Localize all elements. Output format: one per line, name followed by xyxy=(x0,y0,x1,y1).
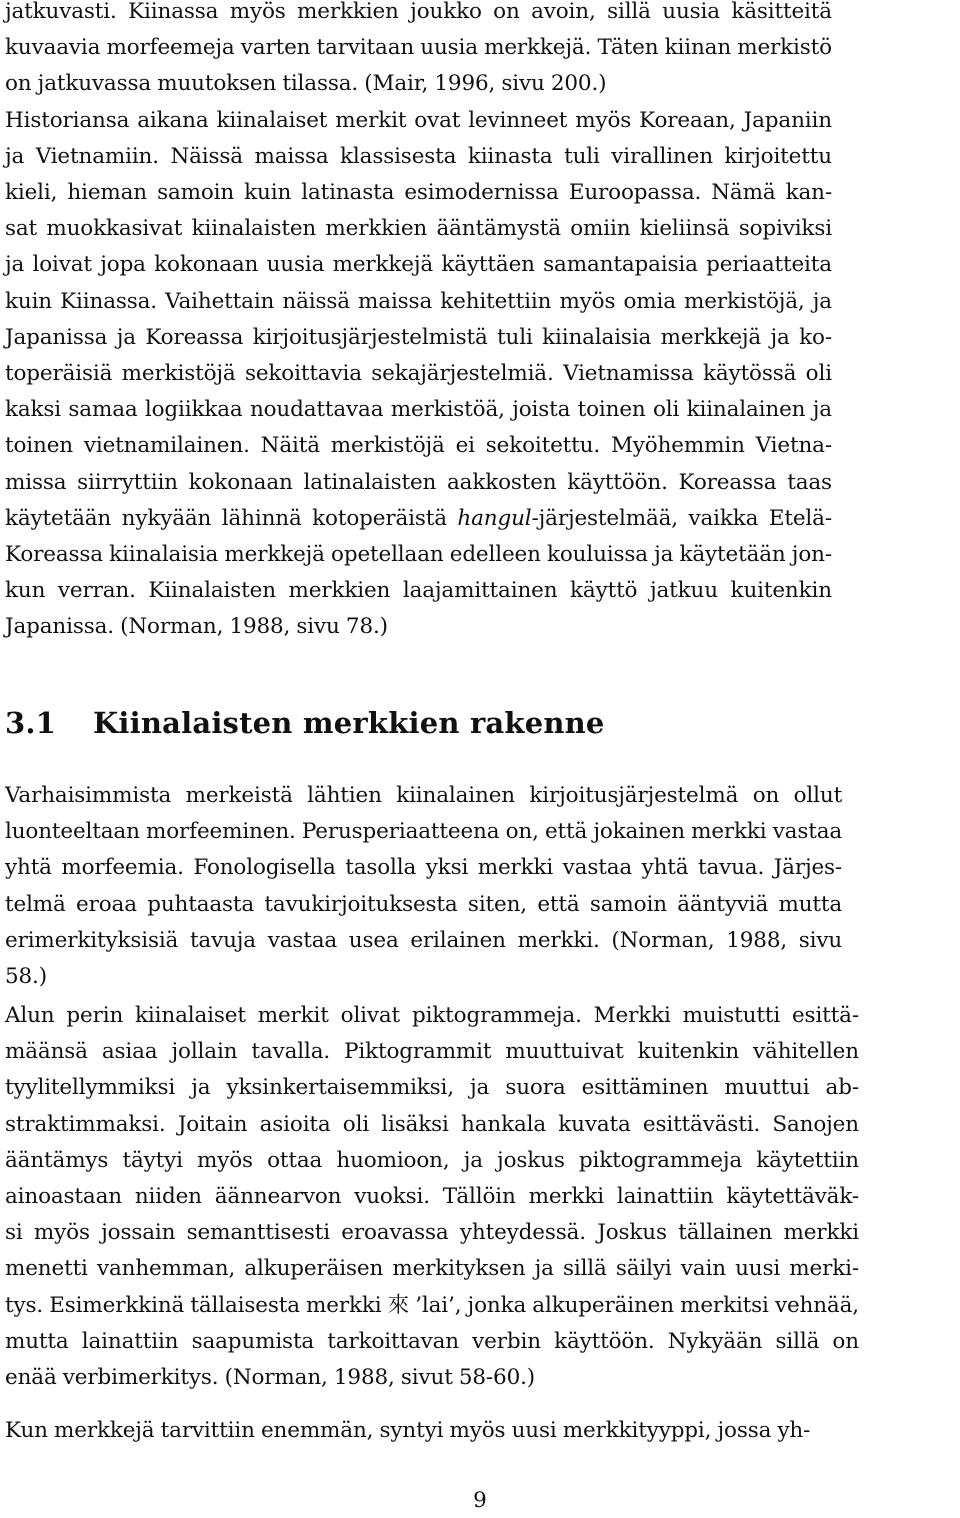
text-line: ja loivat jopa kokonaan uusia merkkejä käyttäen samantapaisia periaatteita xyxy=(5,252,832,278)
section-heading xyxy=(5,706,605,740)
paragraph-1 xyxy=(5,0,832,646)
text-line: Kun merkkejä tarvittiin enemmän, syntyi myös uusi merkkityyppi, jossa yh- xyxy=(5,1418,811,1443)
text-line: toinen vietnamilainen. Näitä merkistöjä ei sekoitettu. Myöhemmin Vietna- xyxy=(5,433,832,459)
text-run: tys. Esimerkkinä tällaisesta merkki xyxy=(5,1292,388,1318)
text-line: ääntämys täytyi myös ottaa huomioon, ja joskus piktogrammeja käytettiin xyxy=(5,1147,859,1173)
text-run: -järjestelmää, vaikka Etelä- xyxy=(531,505,832,531)
text-line: Japanissa. (Norman, 1988, sivu 78.) xyxy=(5,614,388,640)
text-run: ’lai’, jonka alkuperäinen merkitsi vehnää, xyxy=(409,1292,859,1318)
text-line: Koreassa kiinalaisia merkkejä opetellaan edelleen kouluissa ja käytetään jon- xyxy=(5,542,832,568)
section-title: Kiinalaisten merkkien rakenne xyxy=(93,706,605,740)
text-line: kuin Kiinassa. Vaihettain näissä maissa kehitettiin myös omia merkistöjä, ja xyxy=(5,288,832,314)
text-line: erimerkityksisiä tavuja vastaa usea erilainen merkki. (Norman, 1988, sivu xyxy=(5,927,843,953)
text-line: telmä eroaa puhtaasta tavukirjoituksesta siten, että samoin ääntyviä mutta xyxy=(5,891,843,917)
paragraph-3 xyxy=(5,998,859,1396)
text-line: mutta lainattiin saapumista tarkoittavan verbin käyttöön. Nykyään sillä on xyxy=(5,1328,859,1354)
text-line: yhtä morfeemia. Fonologisella tasolla yksi merkki vastaa yhtä tavua. Järjes- xyxy=(5,855,843,881)
text-line: kuvaavia morfeemeja varten tarvitaan uusia merkkejä. Täten kiinan merkistö xyxy=(5,35,832,61)
text-line: määnsä asiaa jollain tavalla. Piktogrammit muuttuivat kuitenkin vähitellen xyxy=(5,1039,859,1065)
text-run: käytetään nykyään lähinnä kotoperäistä xyxy=(5,505,458,531)
text-line: enää verbimerkitys. (Norman, 1988, sivut 58-60.) xyxy=(5,1365,536,1391)
section-number: 3.1 xyxy=(5,706,57,740)
text-line: Varhaisimmista merkeistä lähtien kiinalainen kirjoitusjärjestelmä on ollut xyxy=(5,783,843,808)
page-number: 9 xyxy=(473,1488,487,1513)
text-line: Historiansa aikana kiinalaiset merkit ovat levinneet myös Koreaan, Japaniin xyxy=(5,107,832,133)
text-line: on jatkuvassa muutoksen tilassa. (Mair, 1996, sivu 200.) xyxy=(5,71,607,97)
text-line: toperäisiä merkistöjä sekoittavia sekajärjestelmiä. Vietnamissa käytössä oli xyxy=(5,361,832,387)
text-line: si myös jossain semanttisesti eroavassa yhteydessä. Joskus tällainen merkki xyxy=(5,1220,859,1246)
text-line: menetti vanhemman, alkuperäisen merkityksen ja sillä säilyi vain uusi merki- xyxy=(5,1256,859,1282)
text-line: kaksi samaa logiikkaa noudattavaa merkistöä, joista toinen oli kiinalainen ja xyxy=(5,397,832,423)
text-line: missa siirryttiin kokonaan latinalaisten aakkosten käyttöön. Koreassa taas xyxy=(5,469,832,495)
text-line: 58.) xyxy=(5,964,47,990)
paragraph-2 xyxy=(5,778,842,995)
text-line: sat muokkasivat kiinalaisten merkkien ääntämystä omiin kieliinsä sopiviksi xyxy=(5,216,832,242)
text-line: ainoastaan niiden äännearvon vuoksi. Tällöin merkki lainattiin käytettäväk- xyxy=(5,1184,859,1210)
text-line: kieli, hieman samoin kuin latinasta esimodernissa Euroopassa. Nämä kan- xyxy=(5,180,832,206)
text-line: kun verran. Kiinalaisten merkkien laajamittainen käyttö jatkuu kuitenkin xyxy=(5,578,832,604)
text-line: Alun perin kiinalaiset merkit olivat piktogrammeja. Merkki muistutti esittä- xyxy=(5,1003,859,1028)
text-line: tyylitellymmiksi ja yksinkertaisemmiksi, ja suora esittäminen muuttui ab- xyxy=(5,1075,859,1101)
paragraph-4 xyxy=(5,1413,810,1449)
text-line: straktimmaksi. Joitain asioita oli lisäksi hankala kuvata esittävästi. Sanojen xyxy=(5,1111,859,1137)
text-line: jatkuvasti. Kiinassa myös merkkien joukko on avoin, sillä uusia käsitteitä xyxy=(5,0,832,24)
text-line: Japanissa ja Koreassa kirjoitusjärjestelmistä tuli kiinalaisia merkkejä ja ko- xyxy=(5,324,832,350)
chinese-character: 來 xyxy=(387,1292,410,1318)
italic-term: hangul xyxy=(457,505,532,531)
text-line xyxy=(5,1288,859,1324)
text-line xyxy=(5,501,832,537)
text-line: ja Vietnamiin. Näissä maissa klassisesta kiinasta tuli virallinen kirjoitettu xyxy=(5,143,832,169)
text-line: luonteeltaan morfeeminen. Perusperiaatteena on, että jokainen merkki vastaa xyxy=(5,819,843,845)
